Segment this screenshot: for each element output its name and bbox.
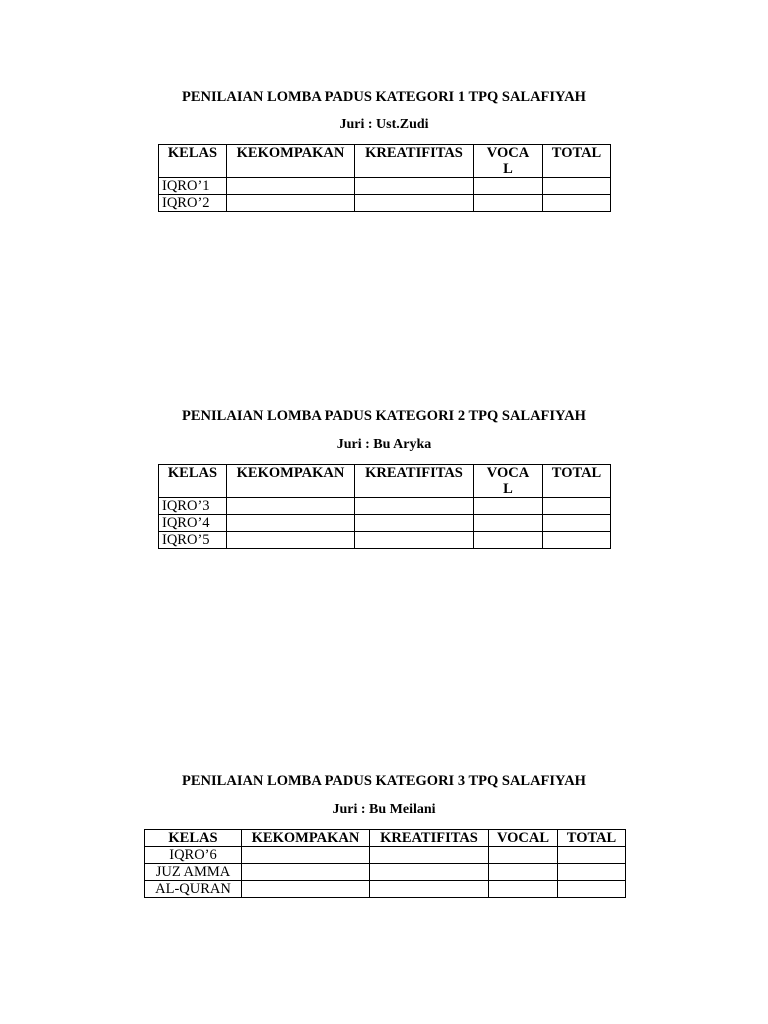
cell-kelas: IQRO’1 bbox=[159, 178, 227, 195]
table-row bbox=[145, 881, 626, 898]
cell-kekompakan[interactable] bbox=[242, 881, 370, 898]
table-row bbox=[159, 498, 611, 515]
cell-kekompakan[interactable] bbox=[242, 864, 370, 881]
cell-vocal[interactable] bbox=[474, 195, 543, 212]
table-row bbox=[159, 178, 611, 195]
cell-kreatifitas[interactable] bbox=[355, 515, 474, 532]
table-header-row bbox=[145, 830, 626, 847]
cell-total[interactable] bbox=[543, 498, 611, 515]
header-kelas: KELAS bbox=[145, 830, 242, 847]
cell-vocal[interactable] bbox=[474, 178, 543, 195]
table-row bbox=[145, 847, 626, 864]
cell-kekompakan[interactable] bbox=[227, 515, 355, 532]
cell-total[interactable] bbox=[543, 178, 611, 195]
cell-kelas: IQRO’4 bbox=[159, 515, 227, 532]
cell-total[interactable] bbox=[558, 847, 626, 864]
table-row bbox=[159, 515, 611, 532]
header-kekompakan: KEKOMPAKAN bbox=[227, 145, 355, 178]
table-header-row bbox=[159, 465, 611, 498]
cell-total[interactable] bbox=[543, 195, 611, 212]
juri-label: Juri : Ust.Zudi bbox=[339, 117, 429, 132]
header-kelas: KELAS bbox=[159, 145, 227, 178]
cell-vocal[interactable] bbox=[489, 881, 558, 898]
cell-kelas: IQRO’5 bbox=[159, 532, 227, 549]
cell-kreatifitas[interactable] bbox=[355, 178, 474, 195]
table-row bbox=[145, 864, 626, 881]
juri-label: Juri : Bu Aryka bbox=[336, 437, 432, 452]
cell-kelas: JUZ AMMA bbox=[145, 864, 242, 881]
header-total: TOTAL bbox=[558, 830, 626, 847]
header-vocal: VOCAL bbox=[489, 830, 558, 847]
cell-vocal[interactable] bbox=[474, 532, 543, 549]
section-title: PENILAIAN LOMBA PADUS KATEGORI 1 TPQ SALAFIYAH bbox=[182, 89, 586, 105]
cell-total[interactable] bbox=[558, 864, 626, 881]
cell-kekompakan[interactable] bbox=[227, 498, 355, 515]
header-vocal: VOCA L bbox=[474, 465, 543, 498]
cell-kreatifitas[interactable] bbox=[355, 532, 474, 549]
cell-kelas: IQRO’3 bbox=[159, 498, 227, 515]
cell-kekompakan[interactable] bbox=[227, 178, 355, 195]
cell-kekompakan[interactable] bbox=[242, 847, 370, 864]
cell-kekompakan[interactable] bbox=[227, 195, 355, 212]
cell-total[interactable] bbox=[543, 515, 611, 532]
score-table bbox=[158, 464, 611, 549]
header-kekompakan: KEKOMPAKAN bbox=[227, 465, 355, 498]
cell-kreatifitas[interactable] bbox=[355, 195, 474, 212]
cell-kelas: IQRO’2 bbox=[159, 195, 227, 212]
header-total: TOTAL bbox=[543, 465, 611, 498]
score-table bbox=[158, 144, 611, 212]
header-kekompakan: KEKOMPAKAN bbox=[242, 830, 370, 847]
header-total: TOTAL bbox=[543, 145, 611, 178]
juri-label: Juri : Bu Meilani bbox=[332, 802, 436, 817]
cell-kreatifitas[interactable] bbox=[370, 881, 489, 898]
cell-vocal[interactable] bbox=[474, 498, 543, 515]
header-kreatifitas: KREATIFITAS bbox=[355, 145, 474, 178]
section-title: PENILAIAN LOMBA PADUS KATEGORI 3 TPQ SALAFIYAH bbox=[182, 773, 586, 789]
cell-kelas: AL-QURAN bbox=[145, 881, 242, 898]
cell-kelas: IQRO’6 bbox=[145, 847, 242, 864]
cell-total[interactable] bbox=[558, 881, 626, 898]
score-table bbox=[144, 829, 626, 898]
header-kreatifitas: KREATIFITAS bbox=[370, 830, 489, 847]
cell-vocal[interactable] bbox=[474, 515, 543, 532]
table-row bbox=[159, 532, 611, 549]
cell-kreatifitas[interactable] bbox=[355, 498, 474, 515]
cell-kreatifitas[interactable] bbox=[370, 847, 489, 864]
cell-kreatifitas[interactable] bbox=[370, 864, 489, 881]
header-kreatifitas: KREATIFITAS bbox=[355, 465, 474, 498]
section-title: PENILAIAN LOMBA PADUS KATEGORI 2 TPQ SALAFIYAH bbox=[182, 408, 586, 424]
cell-vocal[interactable] bbox=[489, 847, 558, 864]
cell-total[interactable] bbox=[543, 532, 611, 549]
header-vocal: VOCA L bbox=[474, 145, 543, 178]
table-header-row bbox=[159, 145, 611, 178]
table-row bbox=[159, 195, 611, 212]
cell-vocal[interactable] bbox=[489, 864, 558, 881]
cell-kekompakan[interactable] bbox=[227, 532, 355, 549]
header-kelas: KELAS bbox=[159, 465, 227, 498]
